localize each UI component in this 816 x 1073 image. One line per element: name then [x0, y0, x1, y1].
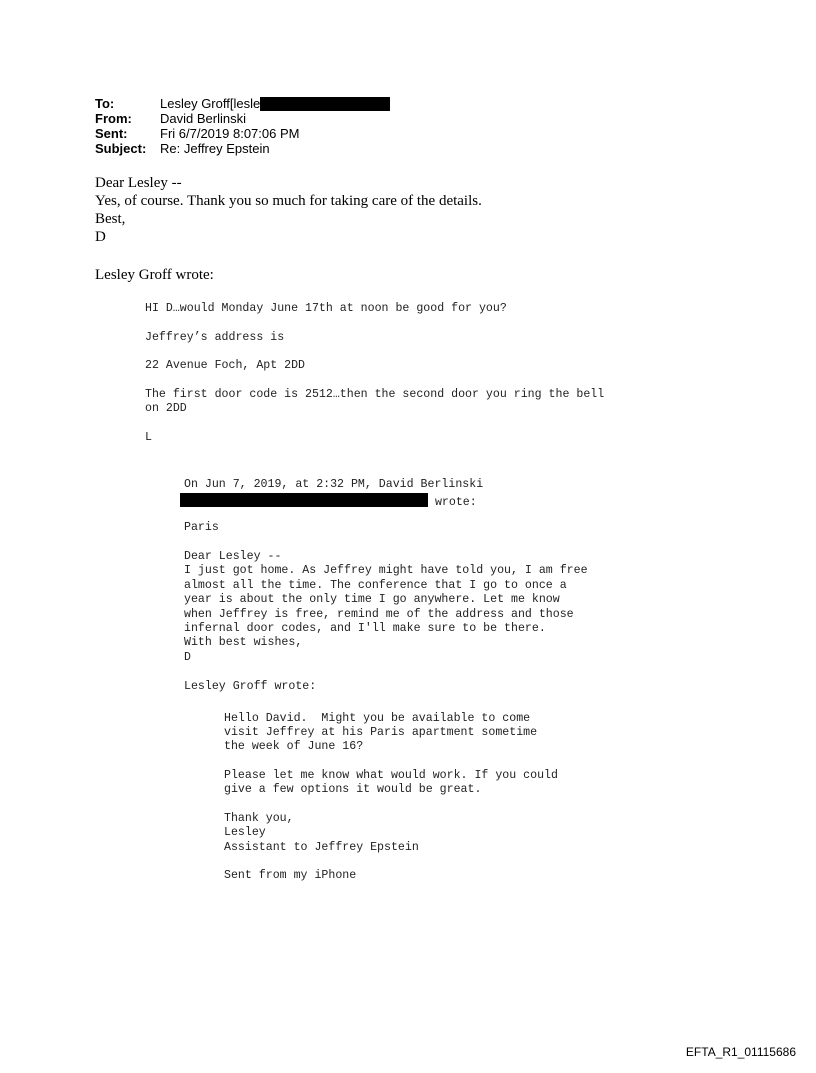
reply-line: Yes, of course. Thank you so much for taking care of the details. — [95, 193, 482, 209]
to-row — [95, 96, 390, 111]
quote2-intro: On Jun 7, 2019, at 2:32 PM, David Berlinski — [184, 478, 484, 491]
from-label: From: — [95, 111, 132, 126]
to-value — [160, 96, 390, 111]
quote1-line: The first door code is 2512…then the second door you ring the bell — [145, 388, 605, 401]
quote3-line: Please let me know what would work. If you could — [224, 769, 558, 782]
sent-value: Fri 6/7/2019 8:07:06 PM — [160, 126, 300, 141]
to-text: Lesley Groff[lesle — [160, 96, 261, 111]
quote2-line: when Jeffrey is free, remind me of the address and those — [184, 608, 574, 621]
reply-line: Best, — [95, 211, 126, 227]
wrote-text: wrote: — [428, 496, 477, 509]
quote3-line: Lesley — [224, 826, 266, 839]
quote3-line: Assistant to Jeffrey Epstein — [224, 841, 419, 854]
sent-row — [95, 126, 390, 141]
subject-row — [95, 141, 390, 156]
quote2-intro-wrote — [180, 493, 477, 510]
quote3-line: Hello David. Might you be available to come — [224, 712, 531, 725]
quote2-line: infernal door codes, and I'll make sure to be there. — [184, 622, 546, 635]
quote2-line: D — [184, 651, 191, 664]
quote2-line: almost all the time. The conference that I go to once a — [184, 579, 567, 592]
redaction-bar — [180, 493, 428, 507]
quote2-line: year is about the only time I go anywhere. Let me know — [184, 593, 560, 606]
sent-label: Sent: — [95, 126, 128, 141]
quote2-line: Paris — [184, 521, 219, 534]
to-label: To: — [95, 96, 115, 111]
quote3-line: give a few options it would be great. — [224, 783, 482, 796]
quote1-line: Jeffrey’s address is — [145, 331, 285, 344]
from-row — [95, 111, 390, 126]
email-header — [95, 96, 390, 156]
quote2-line: I just got home. As Jeffrey might have told you, I am free — [184, 564, 588, 577]
quote1-line: L — [145, 431, 152, 444]
from-value: David Berlinski — [160, 111, 246, 126]
subject-value: Re: Jeffrey Epstein — [160, 141, 270, 156]
quote1-line: 22 Avenue Foch, Apt 2DD — [145, 359, 306, 372]
reply-line: D — [95, 229, 106, 245]
quote1-line: HI D…would Monday June 17th at noon be good for you? — [145, 302, 507, 315]
reply-body — [95, 174, 482, 246]
quote2-line: Lesley Groff wrote: — [184, 680, 317, 693]
quote3-line: the week of June 16? — [224, 740, 364, 753]
reply-wrote: Lesley Groff wrote: — [95, 267, 214, 283]
subject-label: Subject: — [95, 141, 147, 156]
quote2-line: With best wishes, — [184, 636, 303, 649]
reply-line: Dear Lesley -- — [95, 175, 182, 191]
document-id: EFTA_R1_01115686 — [685, 1045, 796, 1059]
quote2-line: Dear Lesley -- — [184, 550, 282, 563]
quote1-line: on 2DD — [145, 402, 187, 415]
quote3-line: visit Jeffrey at his Paris apartment sometime — [224, 726, 538, 739]
quote3-line: Thank you, — [224, 812, 294, 825]
quote3-line: Sent from my iPhone — [224, 869, 357, 882]
redaction-bar — [260, 97, 390, 111]
